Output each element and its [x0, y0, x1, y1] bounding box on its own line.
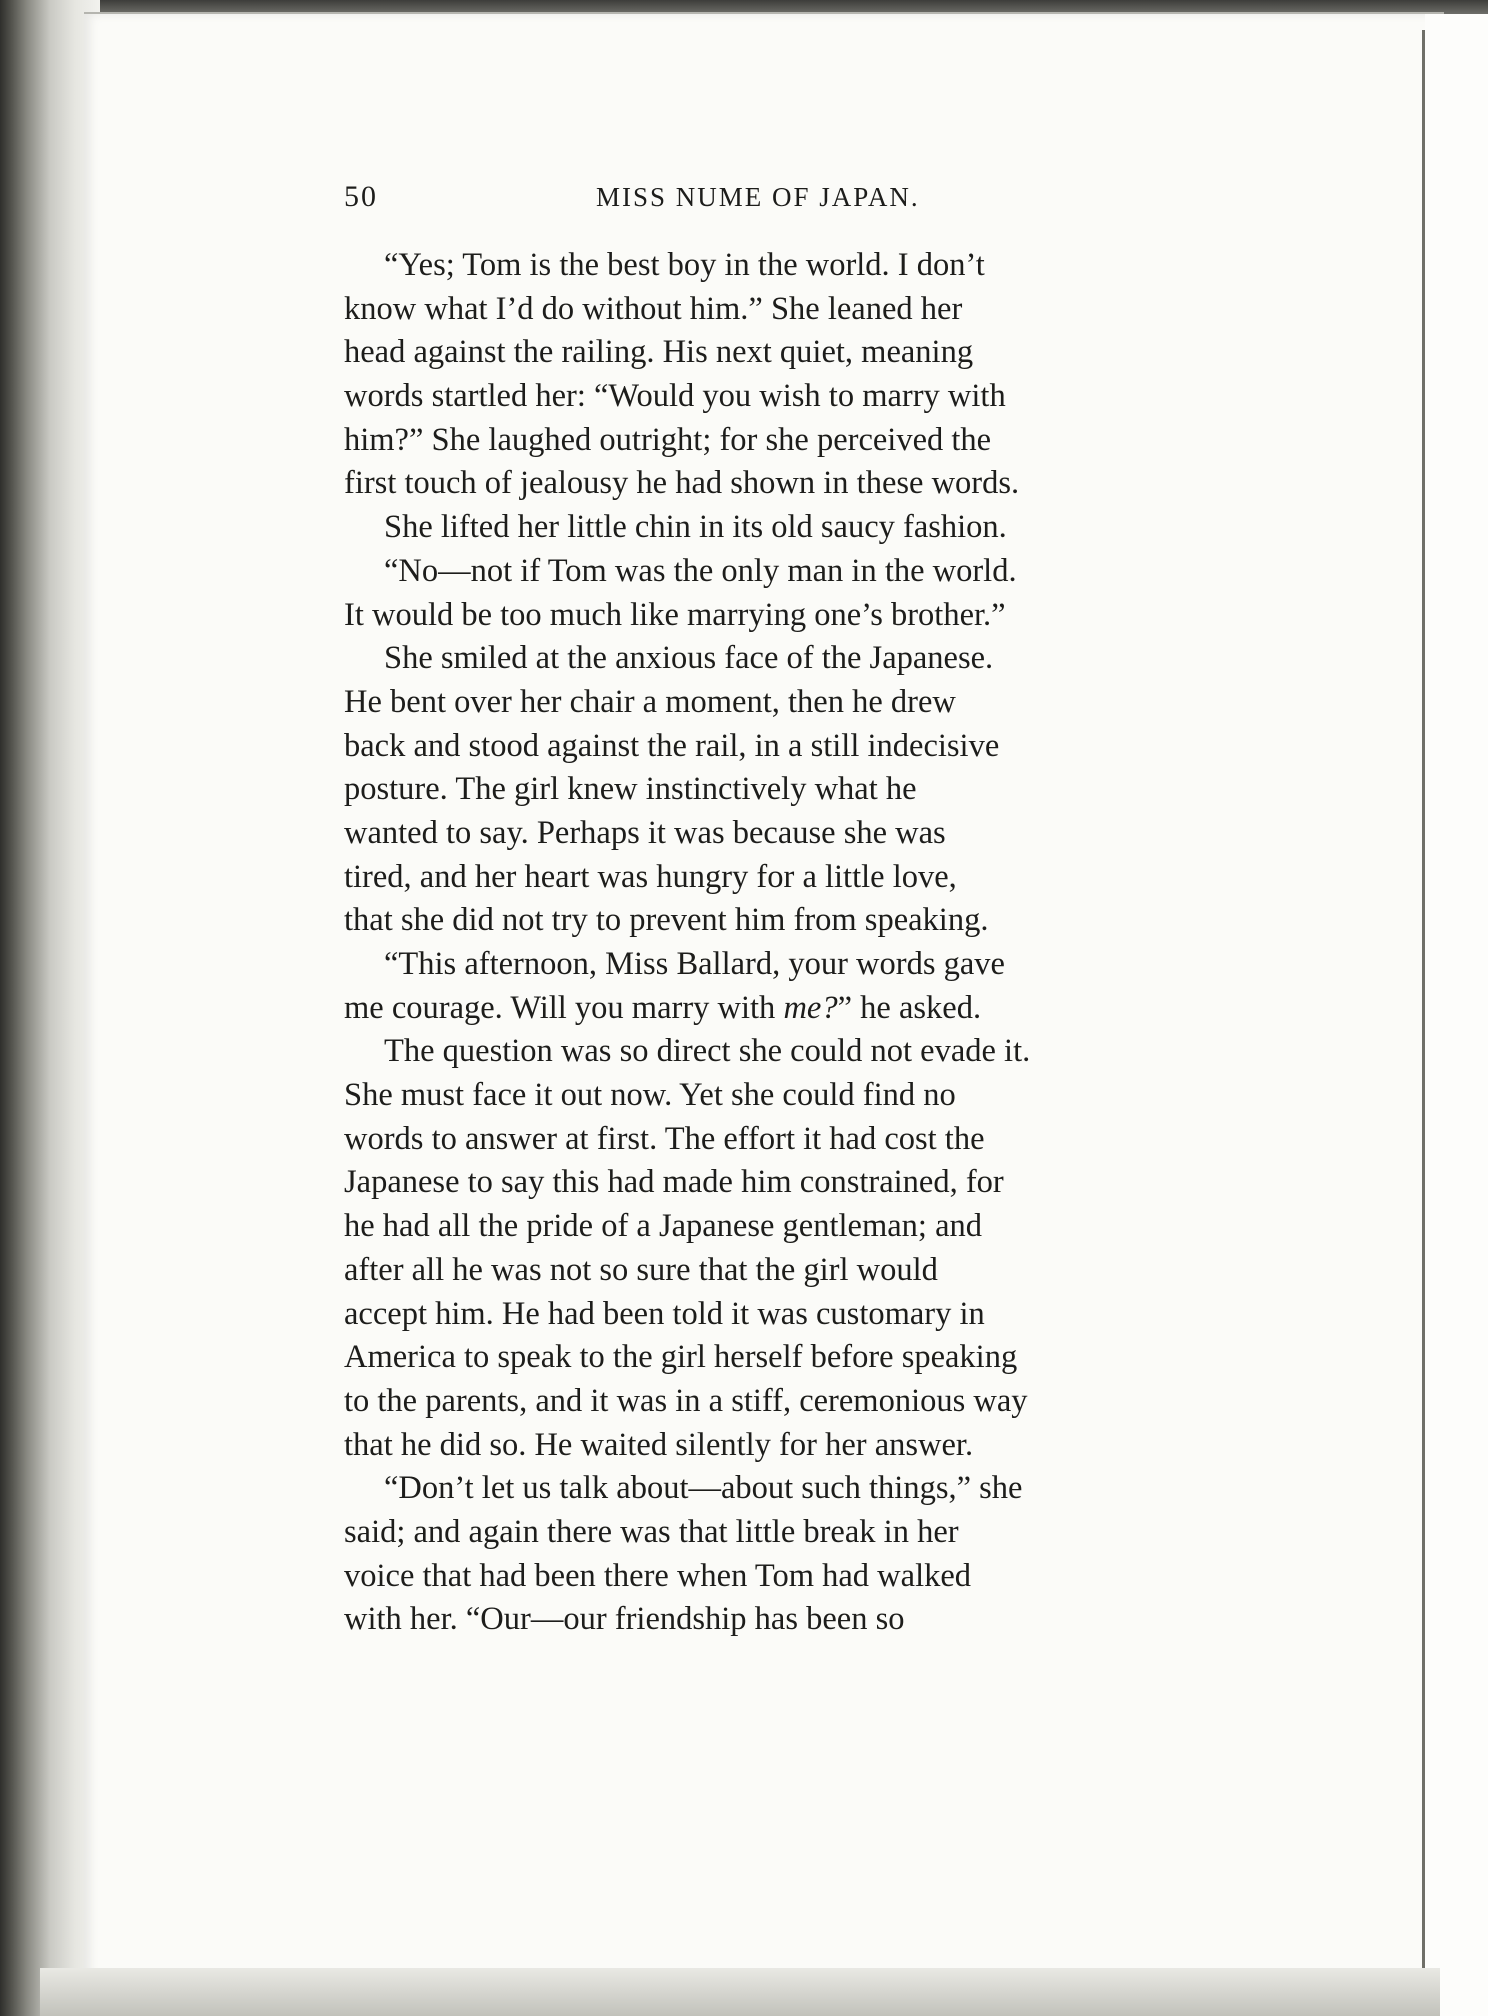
page-text-block	[344, 180, 1212, 1642]
text-line: accept him. He had been told it was customary in	[344, 1295, 985, 1332]
text-line: She smiled at the anxious face of the Japanese.	[384, 640, 994, 677]
text-line: He bent over her chair a moment, then he drew	[344, 683, 956, 720]
text-line: “No—not if Tom was the only man in the world.	[384, 552, 1017, 589]
italic-word: me?	[783, 989, 838, 1026]
page-number: 50	[344, 180, 378, 213]
text-segment: me courage. Will you marry with	[344, 989, 776, 1026]
book-bottom-edge	[40, 1968, 1440, 2016]
facing-page-edge	[1425, 14, 1488, 2016]
page-header	[344, 180, 1212, 234]
text-line: voice that had been there when Tom had walked	[344, 1557, 972, 1594]
text-line: after all he was not so sure that the girl would	[344, 1251, 938, 1288]
text-line: “Don’t let us talk about—about such things,” she	[384, 1470, 1023, 1507]
text-line: wanted to say. Perhaps it was because she was	[344, 814, 946, 851]
text-line: She lifted her little chin in its old saucy fashion.	[384, 509, 1007, 546]
text-line: Japanese to say this had made him constrained, for	[344, 1164, 1004, 1201]
text-line: he had all the pride of a Japanese gentleman; and	[344, 1208, 983, 1245]
text-line: posture. The girl knew instinctively what he	[344, 771, 917, 808]
text-line: “This afternoon, Miss Ballard, your words gave	[384, 946, 1005, 982]
text-line: It would be too much like marrying one’s brother.”	[344, 596, 1006, 633]
text-line: that he did so. He waited silently for her answer.	[344, 1426, 974, 1463]
text-line: The question was so direct she could not evade it.	[384, 1033, 1031, 1070]
text-line: to the parents, and it was in a stiff, ceremonious way	[344, 1382, 1028, 1419]
text-line: words to answer at first. The effort it had cost the	[344, 1120, 985, 1157]
text-line: tired, and her heart was hungry for a little love,	[344, 858, 957, 895]
text-line: first touch of jealousy he had shown in these words.	[344, 465, 1020, 502]
text-line: that she did not try to prevent him from speaking.	[344, 902, 989, 939]
text-line: back and stood against the rail, in a still indecisive	[344, 727, 1000, 764]
text-line: She must face it out now. Yet she could find no	[344, 1077, 956, 1114]
text-line-with-italic	[344, 987, 1212, 1031]
text-segment: ” he asked.	[837, 989, 982, 1026]
text-line: America to speak to the girl herself before speaking	[344, 1339, 1018, 1376]
text-line: him?” She laughed outright; for she perceived the	[344, 421, 992, 458]
text-line: with her. “Our—our friendship has been so	[344, 1601, 905, 1638]
text-line: know what I’d do without him.” She leaned her	[344, 290, 963, 327]
text-line: said; and again there was that little break in her	[344, 1513, 959, 1550]
text-line: head against the railing. His next quiet, meaning	[344, 334, 974, 371]
running-head: MISS NUME OF JAPAN.	[596, 182, 920, 212]
text-line: “Yes; Tom is the best boy in the world. I don’t	[384, 247, 985, 283]
text-line: words startled her: “Would you wish to marry with	[344, 378, 1006, 415]
page-gutter-line	[1422, 30, 1425, 1990]
